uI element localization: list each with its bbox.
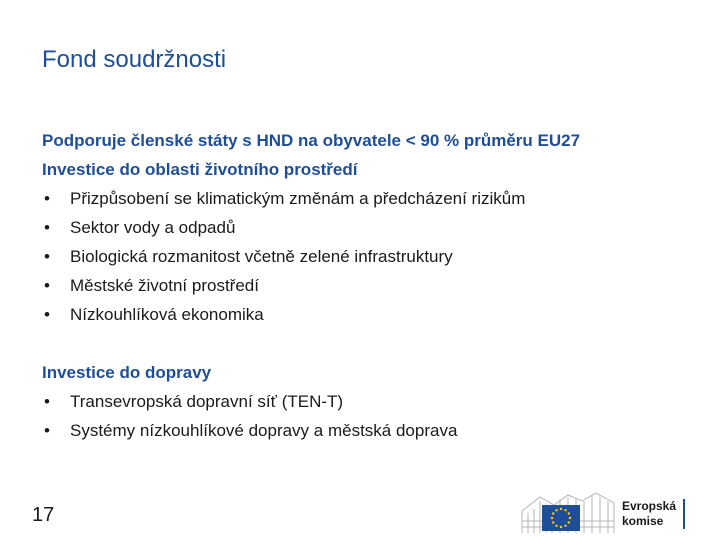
environment-list bbox=[42, 184, 702, 329]
list-item: • Sektor vody a odpadů bbox=[42, 213, 702, 242]
list-item: • Nízkouhlíková ekonomika bbox=[42, 300, 702, 329]
slide-content bbox=[42, 126, 702, 445]
intro-line-2: Investice do oblasti životního prostředí bbox=[42, 160, 358, 179]
page-number: 17 bbox=[32, 504, 55, 526]
logo-line-2: komise bbox=[622, 514, 664, 528]
logo-text bbox=[622, 499, 676, 529]
intro-line-1: Podporuje členské státy s HND na obyvatele < 90 % průměru EU27 bbox=[42, 131, 581, 150]
transport-list bbox=[42, 387, 702, 445]
slide-title: Fond soudržnosti bbox=[42, 46, 227, 73]
logo-line-1: Evropská bbox=[622, 499, 677, 513]
list-item: • Přizpůsobení se klimatickým změnám a předcházení rizikům bbox=[42, 184, 702, 213]
transport-heading: Investice do dopravy bbox=[42, 363, 212, 382]
list-item: • Systémy nízkouhlíkové dopravy a městská doprava bbox=[42, 416, 702, 445]
list-item: • Městské životní prostředí bbox=[42, 271, 702, 300]
list-item: • Transevropská dopravní síť (TEN-T) bbox=[42, 387, 702, 416]
list-item: • Biologická rozmanitost včetně zelené infrastruktury bbox=[42, 242, 702, 271]
